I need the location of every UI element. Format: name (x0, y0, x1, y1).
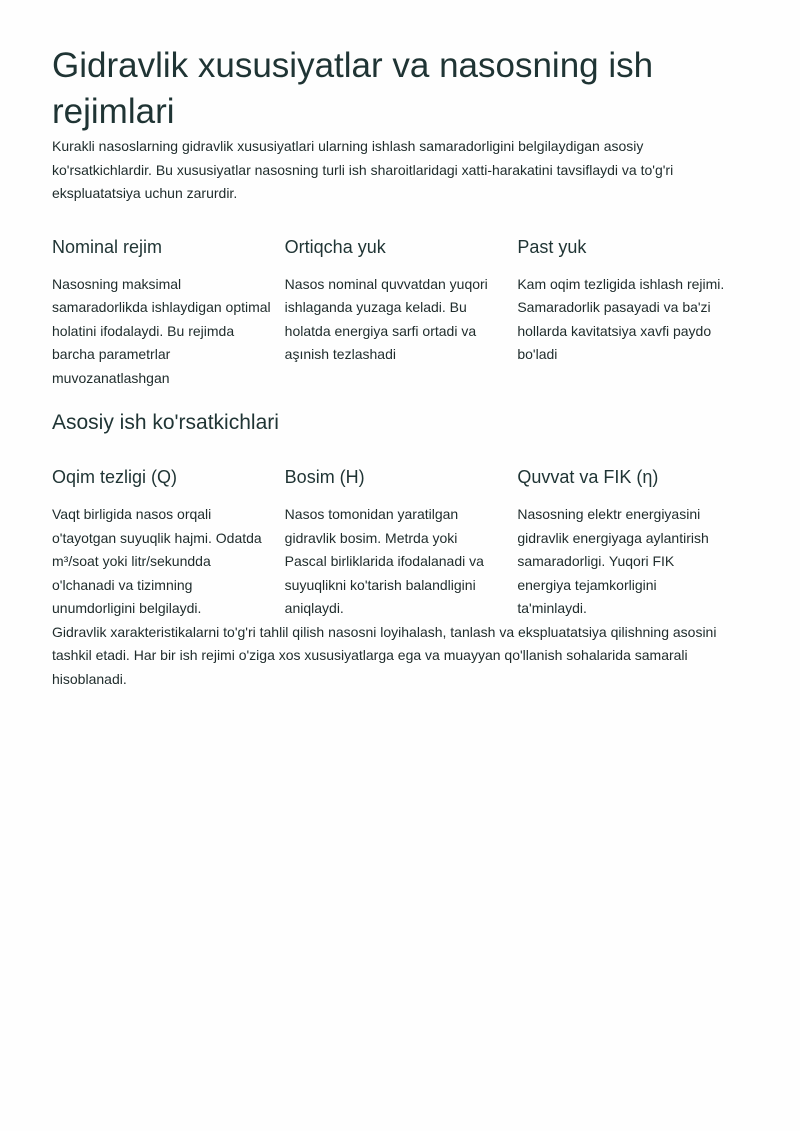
indicator-title: Quvvat va FIK (η) (517, 467, 659, 487)
mode-card-overload (285, 235, 518, 391)
mode-text: Nasos nominal quvvatdan yuqori ishlaganda yuzaga keladi. Bu holatda energiya sarfi ortadi va aşınish tezlashadi (284, 275, 488, 362)
mode-title: Ortiqcha yuk (284, 236, 386, 257)
indicator-text: Vaqt birligida nasos orqali o'tayotgan suyuqlik hajmi. Odatda m³/soat yoki litr/sekundda o'lchanadi va tizimning unumdorligini belgilaydi. (52, 506, 262, 616)
mode-text: Kam oqim tezligida ishlash rejimi. Samaradorlik pasayadi va ba'zi hollarda kavitatsiya xavfi paydo bo'ladi (517, 275, 725, 362)
mode-card-low-load (517, 235, 750, 391)
mode-text: Nasosning maksimal samaradorlikda ishlaydigan optimal holatini ifodalaydi. Bu rejimda barcha parametrlar muvozanatlashgan (52, 275, 271, 386)
intro-paragraph: Kurakli nasoslarning gidravlik xususiyatlari ularning ishlash samaradorligini belgilaydigan asosiy ko'rsatkichlardir. Bu xususiyatlar nasosning turli ish sharoitlaridagi xatti-harakatini tavsiflaydi va to'g'ri ekspluatatsiya uchun zarurdir. (52, 138, 674, 201)
mode-title: Nominal rejim (52, 236, 163, 257)
section-heading: Asosiy ish ko'rsatkichlari (52, 411, 279, 434)
mode-title: Past yuk (517, 236, 587, 257)
page-title: Gidravlik xususiyatlar va nasosning ish rejimlari (52, 46, 654, 131)
indicator-title: Bosim (H) (284, 467, 365, 487)
indicator-card-flow (52, 465, 285, 621)
indicator-text: Nasosning elektr energiyasini gidravlik energiyaga aylantirish samaradorligi. Yuqori FIK energiya tejamkorligini ta'minlaydi. (517, 506, 709, 616)
mode-card-nominal (52, 235, 285, 391)
indicator-card-efficiency (517, 465, 750, 621)
closing-paragraph: Gidravlik xarakteristikalarni to'g'ri tahlil qilish nasosni loyihalash, tanlash va ekspluatatsiya qilishning asosini tashkil etadi. Har bir ish rejimi o'ziga xos xususiyatlarga ega va muayyan qo'llanish sohalarida samarali hisoblanadi. (52, 623, 717, 687)
indicator-card-pressure (285, 465, 518, 621)
indicator-title: Oqim tezligi (Q) (52, 467, 178, 487)
indicator-text: Nasos tomonidan yaratilgan gidravlik bosim. Metrda yoki Pascal birliklarida ifodalanadi va suyuqlikni ko'tarish balandligini aniqlaydi. (284, 506, 484, 616)
indicators-grid (52, 465, 750, 621)
modes-grid (52, 235, 750, 391)
